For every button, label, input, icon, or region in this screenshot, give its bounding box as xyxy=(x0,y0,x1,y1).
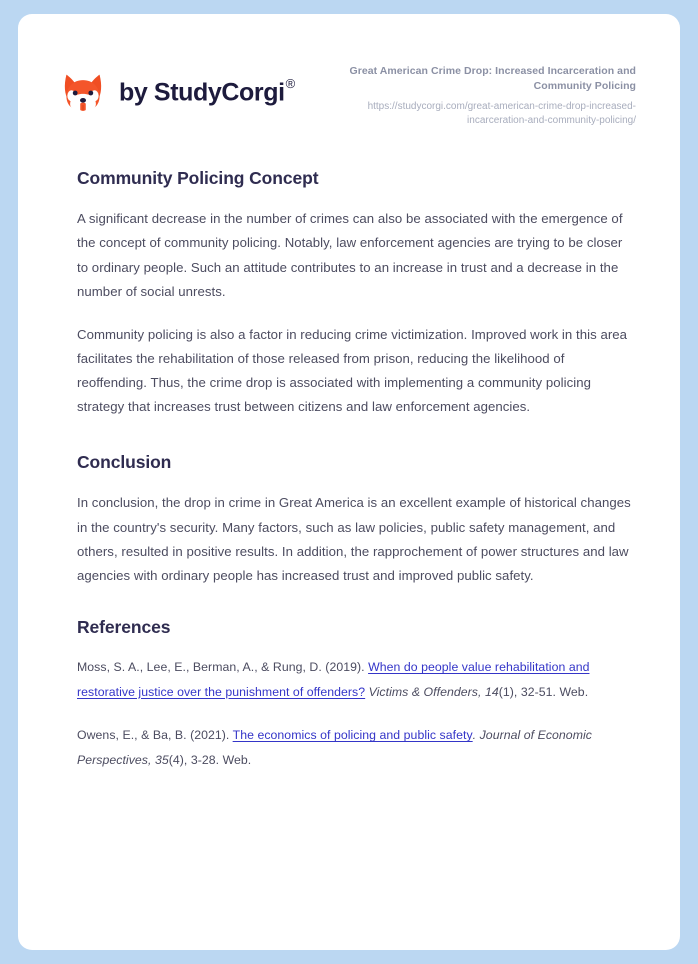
reference-pages: (1), 32-51. Web. xyxy=(498,684,589,699)
heading-conclusion: Conclusion xyxy=(77,452,172,473)
reference-journal: . Journal of Economic Perspectives xyxy=(77,728,592,767)
wordmark-text: by StudyCorgi xyxy=(119,78,285,107)
heading-references: References xyxy=(77,617,171,638)
studycorgi-brand[interactable] xyxy=(60,62,294,116)
reference-item xyxy=(77,723,633,772)
corgi-dog-face-icon xyxy=(60,70,106,116)
bottom-spacer xyxy=(77,791,633,831)
reference-authors-year: Owens, E., & Ba, B. (2021). xyxy=(77,728,233,743)
paragraph: In conclusion, the drop in crime in Great America is an excellent example of historical changes in the country's security. Many factors, such as law policies, public safety management, and others, resulted in positive results. In addition, the rapprochement of power structures and law agencies with ordinary people has increased trust and improved public safety. xyxy=(77,495,631,583)
reference-volume-separator: , xyxy=(148,752,155,767)
reference-journal: Victims & Offenders xyxy=(365,684,479,699)
document-title: Great American Crime Drop: Increased Incarceration and Community Policing xyxy=(349,65,636,92)
heading-community-policing-concept: Community Policing Concept xyxy=(77,168,319,189)
document-body xyxy=(18,168,680,831)
registered-trademark-icon: ® xyxy=(285,76,295,92)
paragraph: Community policing is also a factor in reducing crime victimization. Improved work in this area facilitates the rehabilitation of those released from prison, reducing the likelihood of reoffending. Thus, the crime drop is associated with implementing a community policing strategy that increases trust between citizens and law enforcement agencies. xyxy=(77,326,628,415)
reference-volume-separator: , xyxy=(478,684,485,699)
reference-pages: (4), 3-28. Web. xyxy=(168,752,252,767)
reference-title-link[interactable]: When do people value rehabilitation and restorative justice over the punishment of offenders? xyxy=(77,660,590,699)
studycorgi-wordmark xyxy=(119,76,295,107)
reference-volume: 35 xyxy=(154,752,169,767)
reference-volume: 14 xyxy=(484,684,499,699)
reference-title-link[interactable]: The economics of policing and public safety xyxy=(232,728,473,743)
document-source-url[interactable]: https://studycorgi.com/great-american-crime-drop-increased-incarceration-and-community-policing/ xyxy=(367,100,636,126)
reference-item xyxy=(77,655,633,704)
paragraph: A significant decrease in the number of crimes can also be associated with the emergence of the concept of community policing. Notably, law enforcement agencies are trying to be closer to ordinary people. Such an attitude contributes to an increase in trust and a decrease in the number of social unrests. xyxy=(77,211,623,299)
reference-authors-year: Moss, S. A., Lee, E., Berman, A., & Rung, D. (2019). xyxy=(77,660,369,675)
document-page-card xyxy=(18,14,680,950)
document-header xyxy=(18,14,680,128)
header-meta xyxy=(294,62,636,128)
